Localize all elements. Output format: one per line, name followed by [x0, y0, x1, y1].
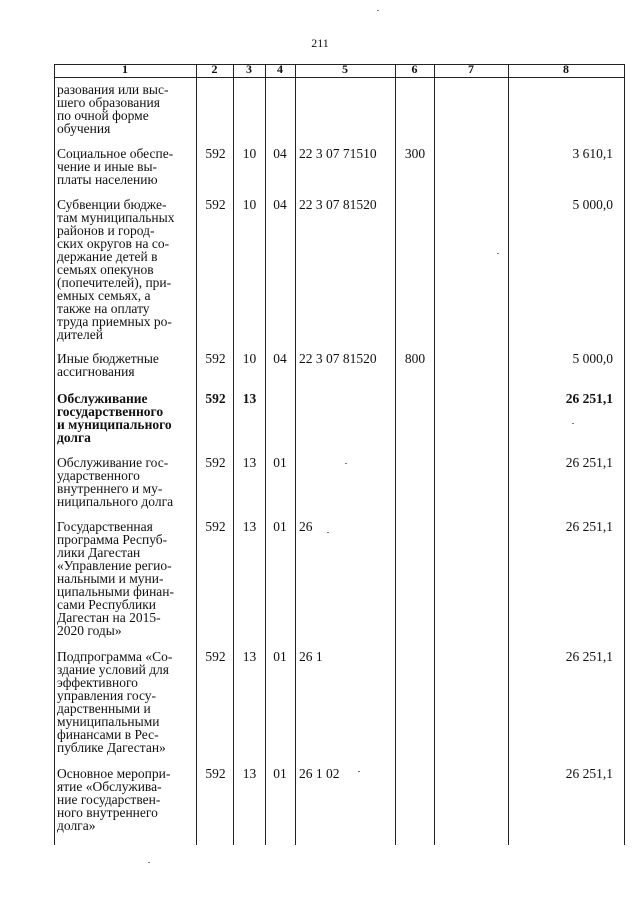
row-name-line: также на оплату [57, 301, 150, 316]
cell-code-ministry: 592 [205, 649, 226, 664]
row-name-line: ного внутреннего [57, 805, 158, 820]
cell-code-ministry: 592 [205, 197, 226, 212]
cell-expense-type: 800 [404, 351, 426, 366]
row-name-line: Иные бюджетные [57, 351, 159, 366]
row-name-line: (попечителей), при- [57, 275, 172, 290]
row-name-line: емных семьях, а [57, 288, 151, 303]
cell-target-item: 26 1 02 [299, 766, 340, 781]
row-name-line: ниципального долга [57, 494, 174, 509]
row-name-line: семьях опекунов [57, 262, 154, 277]
column-border [624, 64, 625, 845]
cell-target-item: 22 3 07 81520 [299, 197, 377, 212]
cell-code-ministry: 592 [205, 766, 226, 781]
page-number: 211 [311, 36, 329, 50]
cell-target-item: 22 3 07 71510 [299, 146, 377, 161]
column-border [265, 64, 266, 845]
cell-amount: 26 251,1 [565, 766, 613, 781]
row-name-line: Обслуживание [57, 391, 148, 406]
row-name-line: Подпрограмма «Со- [57, 649, 173, 664]
scan-speck [345, 463, 347, 464]
cell-section: 13 [242, 519, 257, 534]
row-name-line: 2020 годы» [57, 623, 122, 638]
row-name-line: государственного [57, 404, 164, 419]
row-name-line: внутреннего и му- [57, 481, 163, 496]
cell-amount: 26 251,1 [565, 455, 613, 470]
row-name-line: Дагестан на 2015- [57, 610, 161, 625]
cell-amount: 5 000,0 [572, 351, 613, 366]
cell-target-item: 26 1 [299, 649, 323, 664]
row-name-line: ассигнования [57, 364, 135, 379]
row-name [57, 392, 197, 444]
cell-code-ministry: 592 [205, 455, 226, 470]
column-header: 7 [468, 62, 474, 76]
cell-code-ministry: 592 [205, 391, 226, 406]
scan-speck [497, 253, 499, 254]
row-name-line: там муниципальных [57, 210, 175, 225]
scan-speck [148, 862, 150, 863]
row-name [57, 147, 197, 186]
row-name-line: дарственными и [57, 701, 151, 716]
row-name-line: разования или выс- [57, 82, 169, 97]
row-name [57, 520, 197, 637]
row-name-line: лики Дагестан [57, 545, 141, 560]
column-header: 1 [122, 62, 128, 76]
row-name-line: обучения [57, 121, 111, 136]
header-bottom-border [54, 77, 625, 78]
cell-subsection: 04 [273, 351, 287, 366]
cell-code-ministry: 592 [205, 519, 226, 534]
row-name-line: ципальными финан- [57, 584, 175, 599]
column-header: 5 [342, 62, 348, 76]
cell-subsection: 04 [273, 146, 287, 161]
column-border [295, 64, 296, 845]
scan-speck [327, 532, 329, 533]
cell-amount: 3 610,1 [572, 146, 613, 161]
row-name-line: ятие «Обслужива- [57, 779, 162, 794]
column-header: 6 [411, 62, 418, 76]
row-name-line: ских округов на со- [57, 236, 170, 251]
row-name-line: долга» [57, 818, 96, 833]
row-name-line: Социальное обеспе- [57, 146, 174, 161]
row-name-line: держание детей в [57, 249, 158, 264]
cell-expense-type: 300 [404, 146, 426, 161]
row-name-line: районов и город- [57, 223, 155, 238]
cell-section: 13 [242, 766, 257, 781]
row-name-line: муниципальными [57, 714, 160, 729]
cell-code-ministry: 592 [205, 146, 226, 161]
row-name-line: ударственного [57, 468, 140, 483]
row-name-line: публике Дагестан» [57, 740, 166, 755]
cell-code-ministry: 592 [205, 351, 226, 366]
column-header: 4 [277, 62, 283, 76]
row-name-line: Обслуживание гос- [57, 455, 169, 470]
cell-target-item: 26 [299, 519, 313, 534]
scan-speck [377, 10, 379, 11]
row-name-line: чение и иные вы- [57, 159, 158, 174]
row-name [57, 456, 197, 508]
cell-section: 10 [242, 146, 257, 161]
scan-speck [572, 423, 574, 424]
cell-subsection: 01 [273, 766, 287, 781]
row-name-line: дителей [57, 327, 103, 342]
row-name-line: финансами в Рес- [57, 727, 159, 742]
cell-section: 13 [242, 455, 257, 470]
row-name-line: нальными и муни- [57, 571, 164, 586]
row-name-line: эффективного [57, 675, 138, 690]
row-name-line: Субвенции бюдже- [57, 197, 167, 212]
cell-section: 10 [242, 197, 257, 212]
cell-amount: 26 251,1 [565, 649, 613, 664]
column-header: 8 [563, 62, 569, 76]
cell-target-item: 22 3 07 81520 [299, 351, 377, 366]
row-name [57, 650, 197, 754]
column-border [508, 64, 509, 845]
cell-amount: 26 251,1 [565, 391, 613, 406]
row-name-line: Основное меропри- [57, 766, 171, 781]
column-border [233, 64, 234, 845]
cell-amount: 5 000,0 [572, 197, 613, 212]
row-name-line: здание условий для [57, 662, 170, 677]
cell-subsection: 01 [273, 455, 287, 470]
row-name-line: и муниципального [57, 417, 172, 432]
cell-section: 13 [242, 649, 257, 664]
row-name-line: труда приемных ро- [57, 314, 172, 329]
row-name-line: «Управление регио- [57, 558, 172, 573]
cell-subsection: 01 [273, 519, 287, 534]
cell-section: 10 [242, 351, 257, 366]
column-border [395, 64, 396, 845]
scan-speck [358, 771, 360, 772]
row-name-line: управления госу- [57, 688, 157, 703]
row-name [57, 198, 197, 341]
column-header: 3 [246, 62, 252, 76]
column-header: 2 [211, 62, 218, 76]
row-name-line: шего образования [57, 95, 160, 110]
column-border [434, 64, 435, 845]
row-name [57, 767, 197, 832]
column-border [54, 64, 55, 845]
cell-subsection: 01 [273, 649, 287, 664]
cell-section: 13 [242, 391, 257, 406]
row-name-line: по очной форме [57, 108, 149, 123]
cell-subsection: 04 [273, 197, 287, 212]
row-name-line: сами Республики [57, 597, 157, 612]
row-name-line: ние государствен- [57, 792, 161, 807]
row-name-line: платы населению [57, 172, 158, 187]
row-name-line: долга [57, 430, 91, 445]
row-name-line: программа Респуб- [57, 532, 168, 547]
cell-amount: 26 251,1 [565, 519, 613, 534]
row-name [57, 352, 197, 378]
row-name-line: Государственная [57, 519, 153, 534]
row-name [57, 83, 197, 135]
